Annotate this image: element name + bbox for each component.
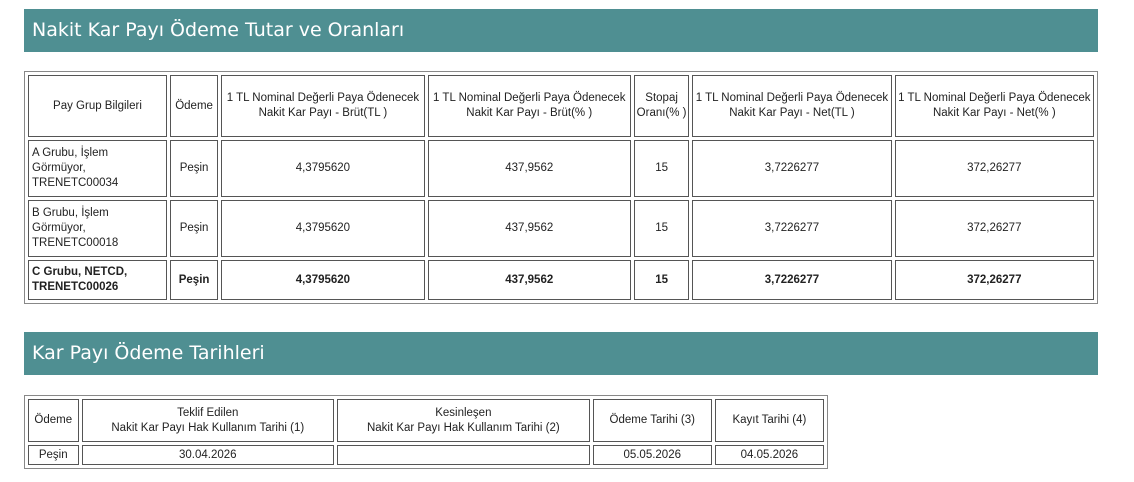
cell-gross-tl: 4,3795620 bbox=[221, 200, 424, 257]
header-offered-line1: Teklif Edilen bbox=[177, 406, 239, 419]
cell-gross-tl: 4,3795620 bbox=[221, 260, 424, 300]
cell-group: C Grubu, NETCD, TRENETC00026 bbox=[28, 260, 167, 300]
dates-table bbox=[24, 395, 828, 469]
header-payment-date: Ödeme Tarihi (3) bbox=[593, 399, 712, 442]
header-gross-tl: 1 TL Nominal Değerli Paya Ödenecek Nakit Kar Payı - Brüt(TL ) bbox=[221, 75, 424, 137]
table-row bbox=[28, 260, 1094, 300]
cell-offered-date: 30.04.2026 bbox=[82, 445, 335, 465]
cell-net-tl: 3,7226277 bbox=[692, 140, 891, 197]
header-final-line2: Nakit Kar Payı Hak Kullanım Tarihi (2) bbox=[366, 421, 560, 434]
payout-table bbox=[24, 71, 1098, 304]
payout-section-title: Nakit Kar Payı Ödeme Tutar ve Oranları bbox=[24, 9, 1098, 52]
header-final-date bbox=[337, 399, 590, 442]
table-row bbox=[28, 140, 1094, 197]
header-gross-pct: 1 TL Nominal Değerli Paya Ödenecek Nakit Kar Payı - Brüt(% ) bbox=[428, 75, 631, 137]
cell-gross-pct: 437,9562 bbox=[428, 140, 631, 197]
cell-payment: Peşin bbox=[28, 445, 79, 465]
cell-withholding: 15 bbox=[634, 140, 689, 197]
cell-net-tl: 3,7226277 bbox=[692, 260, 891, 300]
cell-gross-tl: 4,3795620 bbox=[221, 140, 424, 197]
cell-net-pct: 372,26277 bbox=[895, 260, 1094, 300]
header-record-date: Kayıt Tarihi (4) bbox=[715, 399, 824, 442]
payout-header-row bbox=[28, 75, 1094, 137]
cell-net-pct: 372,26277 bbox=[895, 140, 1094, 197]
cell-final-date bbox=[337, 445, 590, 465]
table-row bbox=[28, 445, 824, 465]
cell-payment-date: 05.05.2026 bbox=[593, 445, 712, 465]
cell-group: A Grubu, İşlem Görmüyor, TRENETC00034 bbox=[28, 140, 167, 197]
dates-section-title: Kar Payı Ödeme Tarihleri bbox=[24, 332, 1098, 375]
cell-gross-pct: 437,9562 bbox=[428, 260, 631, 300]
header-offered-date bbox=[82, 399, 335, 442]
header-final-line1: Kesinleşen bbox=[435, 406, 492, 419]
header-payment: Ödeme bbox=[28, 399, 79, 442]
cell-payment: Peşin bbox=[170, 140, 218, 197]
cell-net-pct: 372,26277 bbox=[895, 200, 1094, 257]
cell-withholding: 15 bbox=[634, 200, 689, 257]
header-payment: Ödeme bbox=[170, 75, 218, 137]
header-offered-line2: Nakit Kar Payı Hak Kullanım Tarihi (1) bbox=[111, 421, 305, 434]
table-row bbox=[28, 200, 1094, 257]
cell-withholding: 15 bbox=[634, 260, 689, 300]
cell-gross-pct: 437,9562 bbox=[428, 200, 631, 257]
dates-header-row bbox=[28, 399, 824, 442]
header-net-tl: 1 TL Nominal Değerli Paya Ödenecek Nakit Kar Payı - Net(TL ) bbox=[692, 75, 891, 137]
header-group: Pay Grup Bilgileri bbox=[28, 75, 167, 137]
header-withholding: Stopaj Oranı(% ) bbox=[634, 75, 689, 137]
cell-net-tl: 3,7226277 bbox=[692, 200, 891, 257]
cell-payment: Peşin bbox=[170, 260, 218, 300]
cell-payment: Peşin bbox=[170, 200, 218, 257]
cell-group: B Grubu, İşlem Görmüyor, TRENETC00018 bbox=[28, 200, 167, 257]
header-net-pct: 1 TL Nominal Değerli Paya Ödenecek Nakit Kar Payı - Net(% ) bbox=[895, 75, 1094, 137]
cell-record-date: 04.05.2026 bbox=[715, 445, 824, 465]
